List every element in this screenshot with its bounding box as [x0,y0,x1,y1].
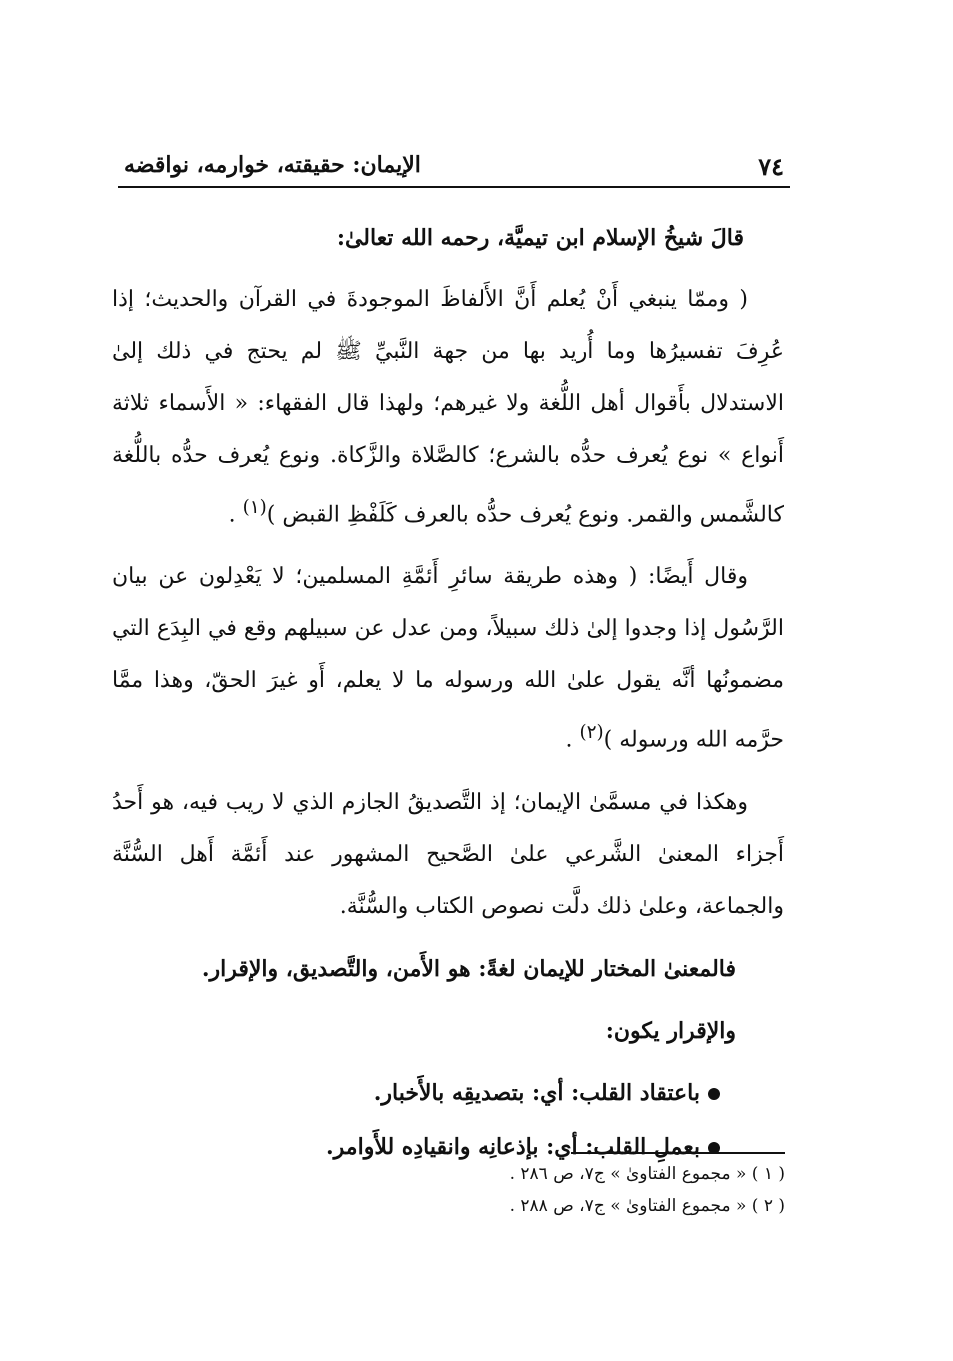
quote-1-text: ( وممّا ينبغي أَنْ يُعلم أَنَّ الأَلفاظَ الموجودةَ في القرآن والحديث؛ إذا عُرِفَ تفسيرُها وما أُريد بها من جهة النَّبيِّ ﷺ لم يحتج في ذلك إلىٰ الاستدلال بأَقوال أهل اللُّغة ولا غيرهم؛ ولهذا قال الفقهاء: « الأَسماء ثلاثة أَنواع » نوع يُعرف حدُّه بالشرع؛ كالصَّلاة والزَّكاة. ونوع يُعرف حدُّه باللُّغة كالشَّمس والقمر. ونوع يُعرف حدُّه بالعرف كَلَفْظِ القبض ) [112,287,784,528]
footnote-ref-2: (٢) [579,722,604,744]
quote-paragraph-2: وقال أَيضًا: ( وهذه طريقة سائرِ أَئمَّةِ المسلمين؛ لا يَعْدِلون عن بيان الرَّسُول إذا وجدوا إلىٰ ذلك سبيلاً، ومن عدل عن سبيلهم وقع في البِدَع التي مضمونُها أنَّه يقول علىٰ الله ورسوله ما لا يعلم، أَو غيرَ الحقّ، وهذا ممَّا حرَّمه الله ورسوله )$^{(٢)}$ . [112,564,784,753]
footnotes [285,1158,785,1222]
page-header [118,150,790,188]
quote-paragraph-1: ( وممّا ينبغي أَنْ يُعلم أَنَّ الأَلفاظَ الموجودةَ في القرآن والحديث؛ إذا عُرِفَ تفسيرُها وما أُريد بها من جهة النَّبيِّ ﷺ لم يحتج في ذلك إلىٰ الاستدلال بأَقوال أهل اللُّغة ولا غيرهم؛ ولهذا قال الفقهاء: « الأَسماء ثلاثة أَنواع » نوع يُعرف حدُّه بالشرع؛ كالصَّلاة والزَّكاة. ونوع يُعرف حدُّه باللُّغة كالشَّمس والقمر. ونوع يُعرف حدُّه بالعرف كَلَفْظِ القبض )$^{(١)}$ . [112,287,784,528]
bullet-text: بعملِ القلب: أي: بإذعانِه وانقيادِه للأَوامر. [326,1133,700,1160]
subheading: والإقرار يكون: [605,1017,736,1044]
bullet-list [112,1067,784,1173]
list-item [112,1067,720,1119]
page-number: ٧٤ [758,152,784,181]
footnote-ref-1: (١) [242,497,267,518]
paragraph-3: وهكذا في مسمَّىٰ الإيمان؛ إذ التَّصديقُ الجازم الذي لا ريب فيه، هو أَحدُ أَجزاء المعنىٰ الشَّرعي علىٰ الصَّحيح المشهور عند أَئمَّة أَهل السُّنَّة والجماعة، وعلىٰ ذلك دلَّت نصوص الكتاب والسُّنَّة. [112,789,784,919]
footnote: ( ٢ ) « مجموع الفتاوىٰ » ج٧، ص ٢٨٨ . [509,1196,785,1216]
footnote: ( ١ ) « مجموع الفتاوىٰ » ج٧، ص ٢٨٦ . [509,1164,785,1184]
running-title: الإيمان: حقيقته، خوارمه، نواقضه [124,152,421,178]
intro-line: قالَ شيخُ الإسلام ابن تيميَّة، رحمه الله تعالىٰ: [336,225,744,251]
definition-line: فالمعنىٰ المختار للإيمان لغةً: هو الأَمن، والتَّصديق، والإقرار. [201,955,736,982]
main-text [112,212,784,1175]
bullet-text: باعتقاد القلب: أي: بتصديقِه بالأَخبار. [373,1079,700,1106]
footnote-divider [571,1152,785,1154]
quote-2-text: وقال أَيضًا: ( وهذه طريقة سائرِ أَئمَّةِ المسلمين؛ لا يَعْدِلون عن بيان الرَّسُول إذا وجدوا إلىٰ ذلك سبيلاً، ومن عدل عن سبيلهم وقع في البِدَع التي مضمونُها أنَّه يقول علىٰ الله ورسوله ما لا يعلم، أَو غيرَ الحقّ، وهذا ممَّا حرَّمه الله ورسوله ) [112,564,784,753]
bullet-icon [708,1088,720,1100]
